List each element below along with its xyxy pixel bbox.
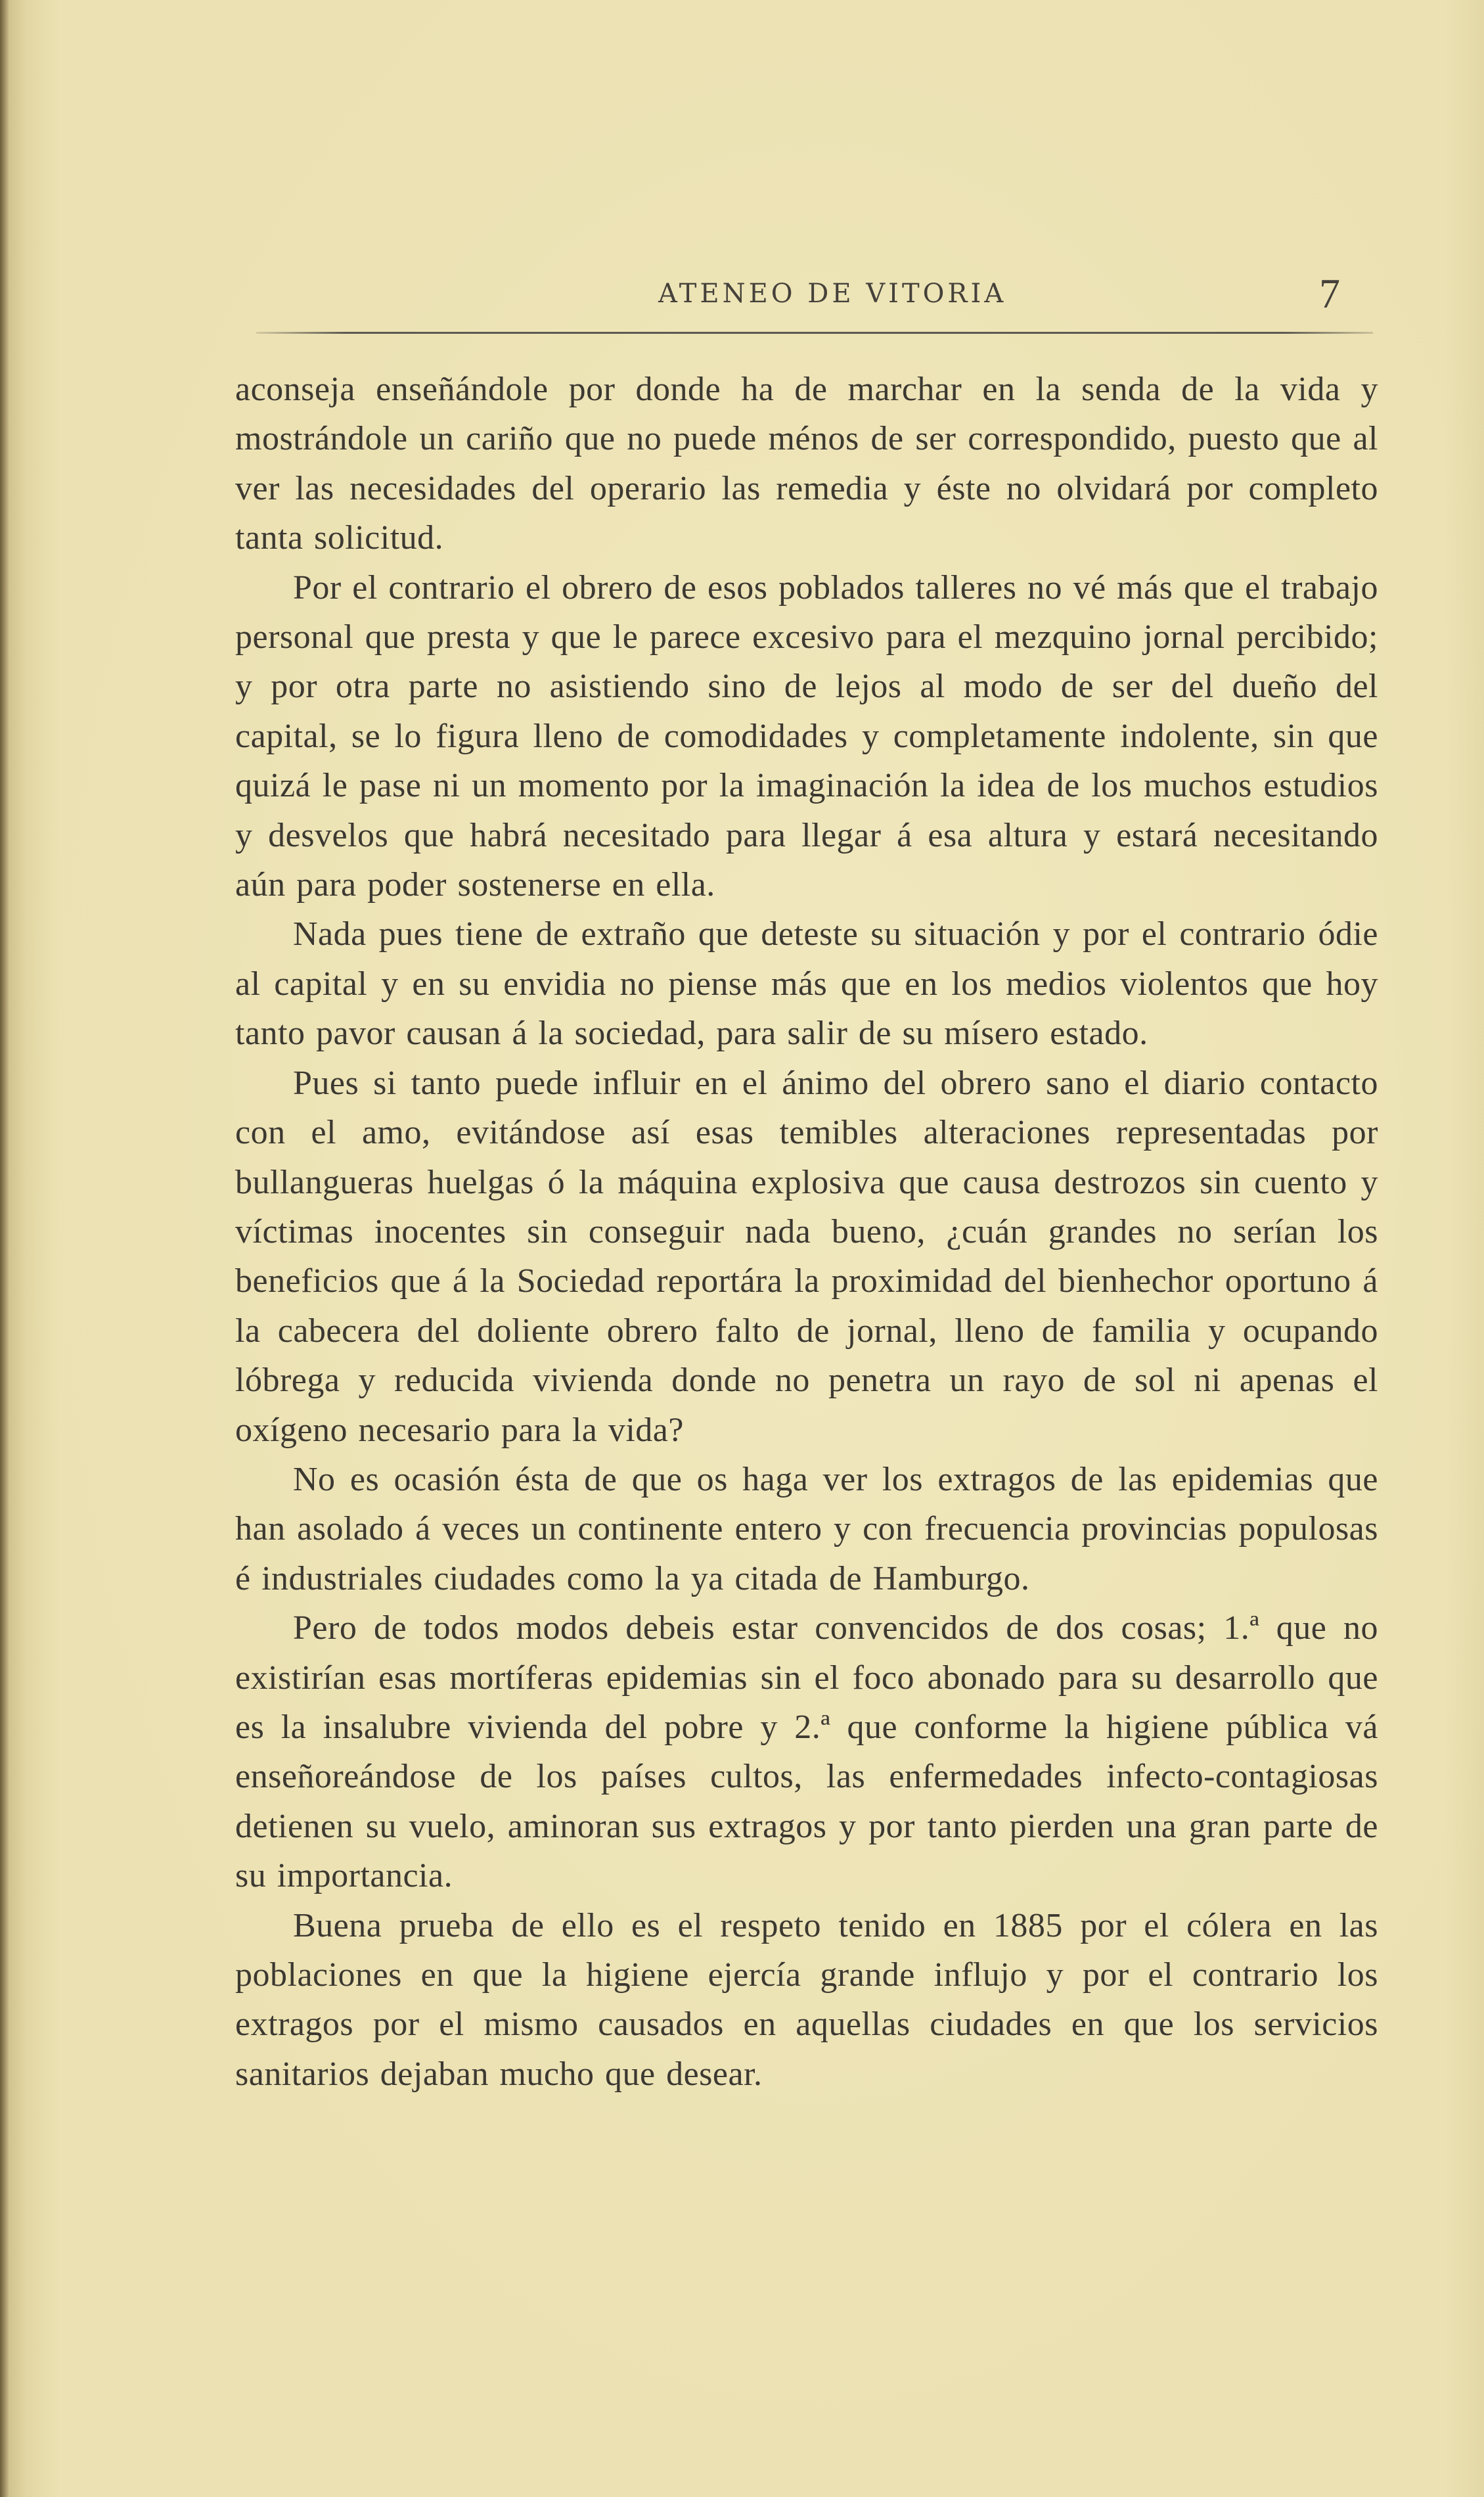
header-rule (256, 332, 1373, 334)
page-header (230, 269, 1366, 322)
paragraph: aconseja enseñándole por donde ha de marchar en la senda de la vida y mostrándole un cariño que no puede ménos de ser correspondido, puesto que al ver las necesidades del operario las remedia y éste no olvidará por completo tanta solicitud. (235, 371, 1378, 557)
paragraph: Buena prueba de ello es el respeto tenido en 1885 por el cólera en las poblaciones en que la higiene ejercía grande influjo y por el contrario los extragos por el mismo causados en aquellas ciudades en que los servicios sanitarios dejaban mucho que desear. (235, 1906, 1378, 2093)
paragraph: Pues si tanto puede influir en el ánimo del obrero sano el diario contacto con el amo, evitándose así esas temibles alteraciones representadas por bullangueras huelgas ó la máquina explosiva que causa destrozos sin cuento y víctimas inocentes sin conseguir nada bueno, ¿cuán grandes no serían los beneficios que á la Sociedad reportára la proximidad del bienhechor oportuno á la cabecera del doliente obrero falto de jornal, lleno de familia y ocupando lóbrega y reducida vivienda donde no penetra un rayo de sol ni apenas el oxígeno necesario para la vida? (235, 1064, 1378, 1449)
body-text (235, 365, 1378, 2099)
binding-shadow (0, 0, 9, 2497)
paragraph: Pero de todos modos debeis estar convencidos de dos cosas; 1.ª que no existirían esas mortíferas epidemias sin el foco abonado para su desarrollo que es la insalubre vivienda del pobre y 2.ª que conforme la higiene pública vá enseñoreándose de los países cultos, las enfermedades infecto-contagiosas detienen su vuelo, aminoran sus extragos y por tanto pierden una gran parte de su importancia. (235, 1609, 1378, 1895)
paragraph: Nada pues tiene de extraño que deteste su situación y por el contrario ódie al capital y en su envidia no piense más que en los medios violentos que hoy tanto pavor causan á la sociedad, para salir de su mísero estado. (235, 915, 1378, 1053)
paragraph: No es ocasión ésta de que os haga ver los extragos de las epidemias que han asolado á veces un continente entero y con frecuencia provincias populosas é industriales ciudades como la ya citada de Hamburgo. (235, 1460, 1378, 1597)
page-number: 7 (1319, 270, 1340, 317)
running-title: ATENEO DE VITORIA (658, 279, 1007, 309)
paragraph: Por el contrario el obrero de esos poblados talleres no vé más que el trabajo personal que presta y que le parece excesivo para el mezquino jornal percibido; y por otra parte no asistiendo sino de lejos al modo de ser del dueño del capital, se lo figura lleno de comodidades y completamente indolente, sin que quizá le pase ni un momento por la imaginación la idea de los muchos estudios y desvelos que habrá necesitado para llegar á esa altura y estará necesitando aún para poder sostenerse en ella. (235, 568, 1378, 904)
